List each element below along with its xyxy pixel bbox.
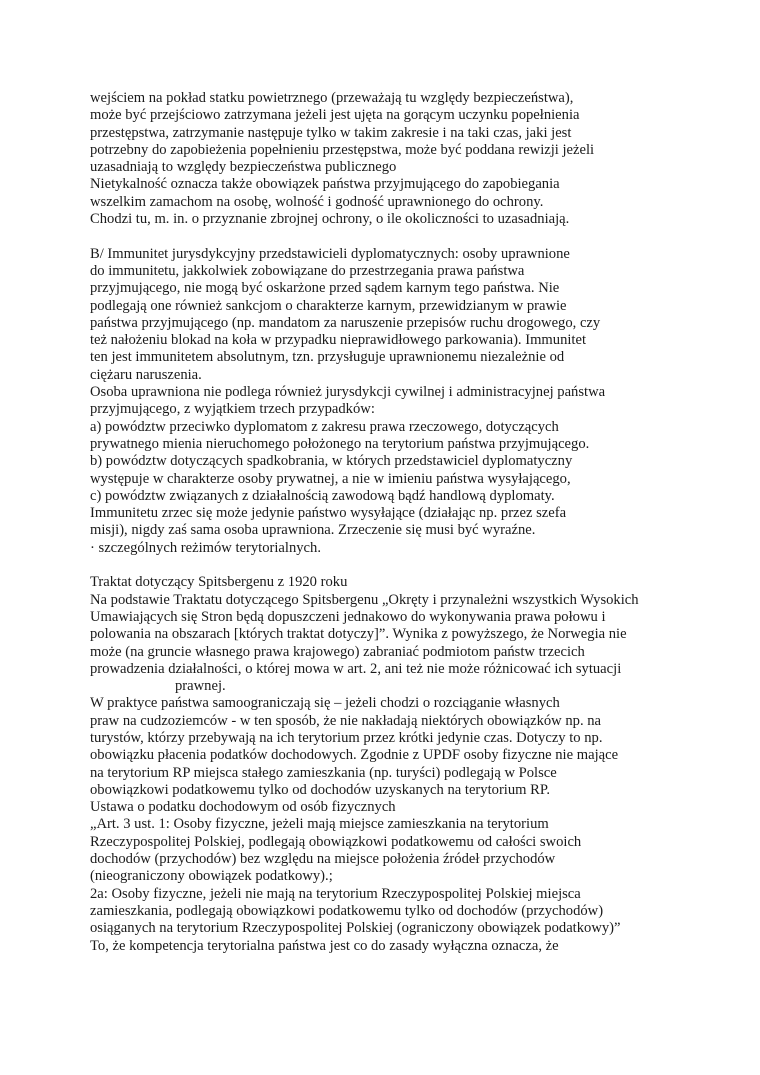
text-line: 2a: Osoby fizyczne, jeżeli nie mają na terytorium Rzeczypospolitej Polskiej miejsca xyxy=(90,885,581,902)
text-line: Rzeczypospolitej Polskiej, podlegają obowiązkowi podatkowemu od całości swoich xyxy=(90,833,582,850)
text-line: podlegają one również sankcjom o charakterze karnym, przewidzianym w prawie xyxy=(90,297,567,314)
text-line: prawnej. xyxy=(175,678,226,695)
text-line: wszelkim zamachom na osobę, wolność i godność uprawnionego do ochrony. xyxy=(90,193,544,210)
text-line: może być przejściowo zatrzymana jeżeli jest ujęta na gorącym uczynku popełnienia xyxy=(90,107,580,124)
paragraph-gap xyxy=(90,228,690,245)
text-line: osiąganych na terytorium Rzeczypospolitej Polskiej (ograniczony obowiązek podatkowy)” xyxy=(90,920,621,937)
text-line: ciężaru naruszenia. xyxy=(90,366,202,383)
text-line: Umawiających się Stron będą dopuszczeni jednakowo do wykonywania prawa połowu i xyxy=(90,608,606,625)
text-line: Osoba uprawniona nie podlega również jurysdykcji cywilnej i administracyjnej państwa xyxy=(90,384,606,401)
text-line: może (na gruncie własnego prawa krajowego) zabraniać podmiotom państw trzecich xyxy=(90,643,585,660)
paragraph-gap xyxy=(90,557,690,574)
text-line: do immunitetu, jakkolwiek zobowiązane do przestrzegania prawa państwa xyxy=(90,262,525,279)
paragraph-spitsbergen-treaty xyxy=(90,574,690,695)
document-body xyxy=(90,90,690,955)
paragraph-self-limitation xyxy=(90,695,690,954)
text-line: obowiązkowi podatkowemu tylko od dochodów uzyskanych na terytorium RP. xyxy=(90,781,551,798)
text-line: To, że kompetencja terytorialna państwa jest co do zasady wyłączna oznacza, że xyxy=(90,937,559,954)
text-line: turystów, którzy przebywają na ich terytorium przez krótki jedynie czas. Dotyczy to np. xyxy=(90,729,603,746)
text-line: występuje w charakterze osoby prywatnej, a nie w imieniu państwa wysyłającego, xyxy=(90,470,571,487)
text-line: dochodów (przychodów) bez względu na miejsce położenia źródeł przychodów xyxy=(90,851,556,868)
text-line: (nieograniczony obowiązek podatkowy).; xyxy=(90,868,333,885)
text-line: uzasadniają to względy bezpieczeństwa publicznego xyxy=(90,159,397,176)
text-line: „Art. 3 ust. 1: Osoby fizyczne, jeżeli mają miejsce zamieszkania na terytorium xyxy=(90,816,549,833)
text-line: ten jest immunitetem absolutnym, tzn. przysługuje uprawnionemu niezależnie od xyxy=(90,349,565,366)
text-line: prowadzenia działalności, o której mowa w art. 2, ani też nie może różnicować ich sytuacji xyxy=(90,660,622,677)
text-line: prywatnego mienia nieruchomego położonego na terytorium państwa przyjmującego. xyxy=(90,435,590,452)
text-line: Ustawa o podatku dochodowym od osób fizycznych xyxy=(90,799,396,816)
text-line: a) powództw przeciwko dyplomatom z zakresu prawa rzeczowego, dotyczących xyxy=(90,418,559,435)
text-line: · szczególnych reżimów terytorialnych. xyxy=(90,539,321,556)
text-line: b) powództw dotyczących spadkobrania, w których przedstawiciel dyplomatyczny xyxy=(90,453,573,470)
text-line: wejściem na pokład statku powietrznego (przeważają tu względy bezpieczeństwa), xyxy=(90,90,574,106)
text-line: na terytorium RP miejsca stałego zamieszkania (np. turyści) podlegają w Polsce xyxy=(90,764,557,781)
text-line: państwa przyjmującego (np. mandatom za naruszenie przepisów ruchu drogowego, czy xyxy=(90,314,601,331)
text-line: Chodzi tu, m. in. o przyznanie zbrojnej ochrony, o ile okoliczności to uzasadniają. xyxy=(90,211,570,228)
paragraph-inviolability xyxy=(90,90,690,228)
text-line: praw na cudzoziemców - w ten sposób, że nie nakładają niektórych obowiązków np. na xyxy=(90,712,602,729)
text-line: misji), nigdy zaś sama osoba uprawniona. Zrzeczenie się musi być wyraźne. xyxy=(90,522,536,539)
text-line: Immunitetu zrzec się może jedynie państwo wysyłające (działając np. przez szefa xyxy=(90,505,567,522)
text-line: też nałożeniu blokad na koła w przypadku nieprawidłowego parkowania). Immunitet xyxy=(90,332,587,349)
text-line: W praktyce państwa samoograniczają się – jeżeli chodzi o rozciąganie własnych xyxy=(90,695,560,712)
text-line: przestępstwa, zatrzymanie następuje tylko w takim zakresie i na taki czas, jaki jest xyxy=(90,124,572,141)
text-line: B/ Immunitet jurysdykcyjny przedstawicieli dyplomatycznych: osoby uprawnione xyxy=(90,245,570,262)
text-line: Nietykalność oznacza także obowiązek państwa przyjmującego do zapobiegania xyxy=(90,176,560,193)
paragraph-jurisdictional-immunity xyxy=(90,246,690,557)
text-line: Na podstawie Traktatu dotyczącego Spitsbergenu „Okręty i przynależni wszystkich Wysokich xyxy=(90,591,639,608)
section-heading: Traktat dotyczący Spitsbergenu z 1920 roku xyxy=(90,574,348,591)
text-line: przyjmującego, z wyjątkiem trzech przypadków: xyxy=(90,401,375,418)
text-line: przyjmującego, nie mogą być oskarżone przed sądem karnym tego państwa. Nie xyxy=(90,280,560,297)
text-line: potrzebny do zapobieżenia popełnieniu przestępstwa, może być poddana rewizji jeżeli xyxy=(90,141,595,158)
text-line: polowania na obszarach [których traktat dotyczy]”. Wynika z powyższego, że Norwegia nie xyxy=(90,626,627,643)
text-line: zamieszkania, podlegają obowiązkowi podatkowemu tylko od dochodów (przychodów) xyxy=(90,902,604,919)
text-line: obowiązku płacenia podatków dochodowych. Zgodnie z UPDF osoby fizyczne nie mające xyxy=(90,747,619,764)
text-line: c) powództw związanych z działalnością zawodową bądź handlową dyplomaty. xyxy=(90,487,555,504)
